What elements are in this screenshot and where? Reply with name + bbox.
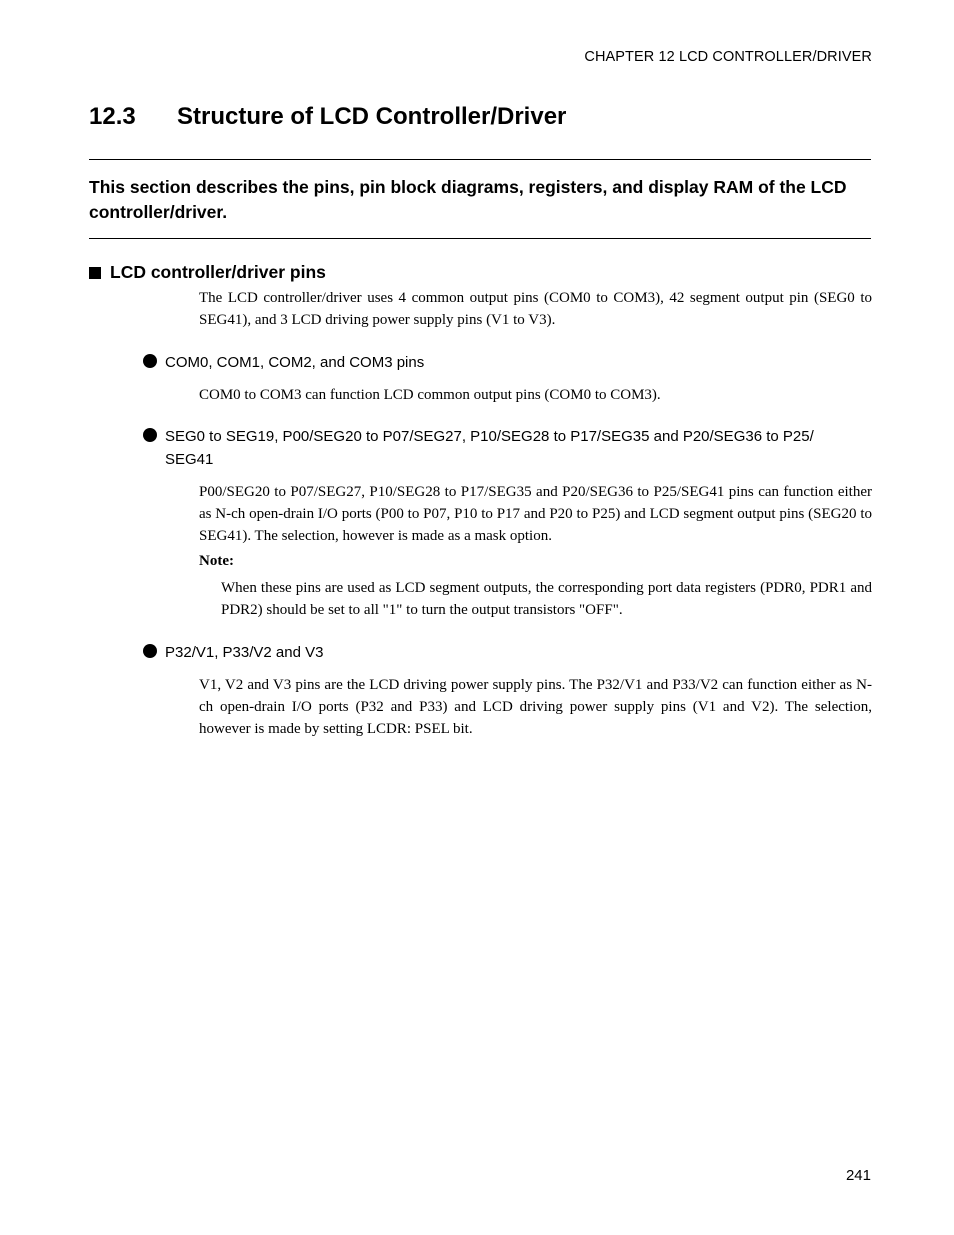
note-text: When these pins are used as LCD segment outputs, the corresponding port data registers (PDR0, PDR1 and PDR2) should be set to all "1" to turn the output transistors "OFF". bbox=[221, 580, 872, 618]
bullet-label: SEG0 to SEG19, P00/SEG20 to P07/SEG27, P10/SEG28 to P17/SEG35 and P20/SEG36 to P25/ SEG41 bbox=[165, 428, 814, 468]
top-rule bbox=[89, 159, 871, 160]
bullet-label: COM0, COM1, COM2, and COM3 pins bbox=[165, 354, 425, 371]
subsection-heading bbox=[89, 262, 326, 283]
circle-bullet-icon bbox=[143, 644, 157, 658]
page-number: 241 bbox=[845, 1167, 871, 1184]
bullet-item-com-pins bbox=[143, 351, 865, 374]
bottom-rule bbox=[89, 238, 871, 239]
section-number: 12.3 bbox=[89, 103, 136, 130]
square-bullet-icon bbox=[89, 267, 101, 279]
bullet-body: COM0 to COM3 can function LCD common output pins (COM0 to COM3). bbox=[199, 387, 661, 403]
subsection-title: LCD controller/driver pins bbox=[110, 262, 326, 282]
circle-bullet-icon bbox=[143, 428, 157, 442]
note-label: Note: bbox=[199, 553, 234, 569]
section-title-text: Structure of LCD Controller/Driver bbox=[177, 103, 567, 130]
bullet-body: P00/SEG20 to P07/SEG27, P10/SEG28 to P17/SEG35 and P20/SEG36 to P25/SEG41 pins can function either as N-ch open-drain I/O ports (P00 to P07, P10 to P17 and P20 to P25) and LCD segment output pins (SEG20 to SEG41). The selection, however is made as a mask option. bbox=[199, 484, 872, 544]
bullet-item-seg-pins bbox=[143, 425, 845, 471]
running-header: CHAPTER 12 LCD CONTROLLER/DRIVER bbox=[584, 49, 872, 65]
bullet-label: P32/V1, P33/V2 and V3 bbox=[165, 644, 324, 661]
section-title bbox=[89, 103, 566, 131]
subsection-body: The LCD controller/driver uses 4 common output pins (COM0 to COM3), 42 segment output pin (SEG0 to SEG41), and 3 LCD driving power supply pins (V1 to V3). bbox=[199, 290, 872, 328]
circle-bullet-icon bbox=[143, 354, 157, 368]
bullet-item-power-pins bbox=[143, 641, 865, 664]
bullet-body: V1, V2 and V3 pins are the LCD driving power supply pins. The P32/V1 and P33/V2 can function either as N-ch open-drain I/O ports (P32 and P33) and LCD driving power supply pins (V1 and V2). The selection, however is made by setting LCDR: PSEL bit. bbox=[199, 677, 872, 737]
section-intro: This section describes the pins, pin block diagrams, registers, and display RAM of the LCD controller/driver. bbox=[89, 177, 847, 222]
